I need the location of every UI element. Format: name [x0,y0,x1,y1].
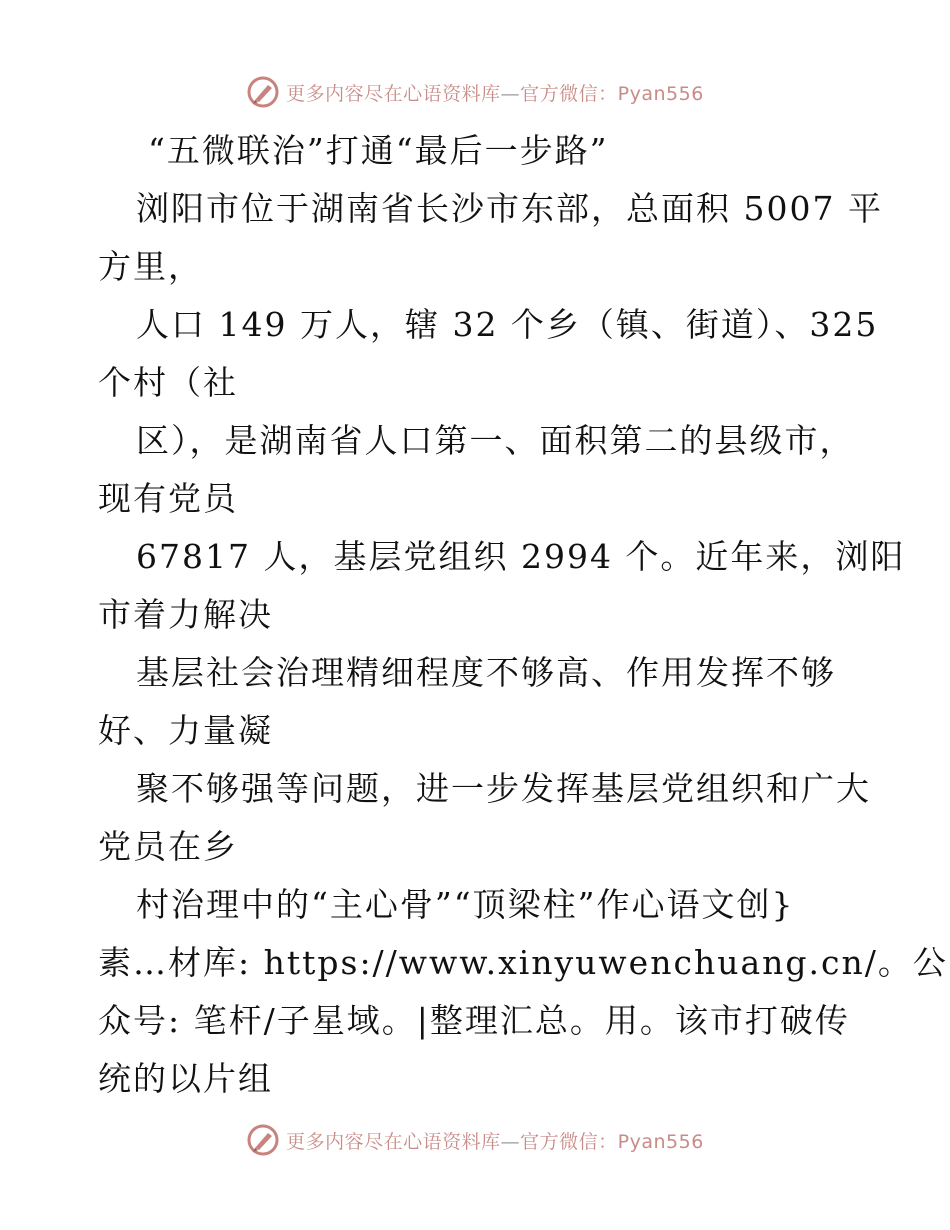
pen-logo-icon [246,1123,280,1157]
body-line: 区），是湖南省人口第一、面积第二的县级市， [136,421,855,460]
watermark-wechat: 官方微信：Pyan556 [520,82,704,105]
body-line: 浏阳市位于湖南省长沙市东部，总面积 5007 平 [136,189,883,228]
watermark-text [286,1127,704,1154]
body-line: 人口 149 万人，辖 32 个乡（镇、街道）、325 [136,305,879,344]
body-line: 基层社会治理精细程度不够高、作用发挥不够 [136,653,836,692]
watermark-brand: 更多内容尽在心语资料库 [286,1130,501,1153]
watermark-text [286,79,704,106]
body-line: 统的以片组 [98,1059,273,1098]
body-line: 素…材库: https://www.xinyuwenchuang.cn/。公 [98,943,948,982]
body-line: 众号: 笔杆/子星域。|整理汇总。用。该市打破传 [98,1001,850,1040]
body-line: 村治理中的“主心骨”“顶梁柱”作心语文创} [136,885,795,924]
body-line: 现有党员 [98,479,238,518]
watermark-dash: — [500,82,521,105]
body-line: 好、力量凝 [98,711,273,750]
body-line: 聚不够强等问题，进一步发挥基层党组织和广大 [136,769,871,808]
body-line: 方里， [98,247,203,286]
watermark-dash: — [500,1130,521,1153]
watermark-brand: 更多内容尽在心语资料库 [286,82,501,105]
pen-logo-icon [246,75,280,109]
watermark-wechat: 官方微信：Pyan556 [520,1130,704,1153]
watermark-group [246,1123,704,1157]
document-body [98,122,948,1108]
body-line: 市着力解决 [98,595,273,634]
footer-watermark [0,1120,950,1160]
body-line: 党员在乡 [98,827,238,866]
header-watermark [0,72,950,112]
body-line: 67817 人，基层党组织 2994 个。近年来，浏阳 [136,537,906,576]
body-line: 个村（社 [98,363,238,402]
watermark-group [246,75,704,109]
document-title: “五微联治”打通“最后一步路” [148,131,609,170]
